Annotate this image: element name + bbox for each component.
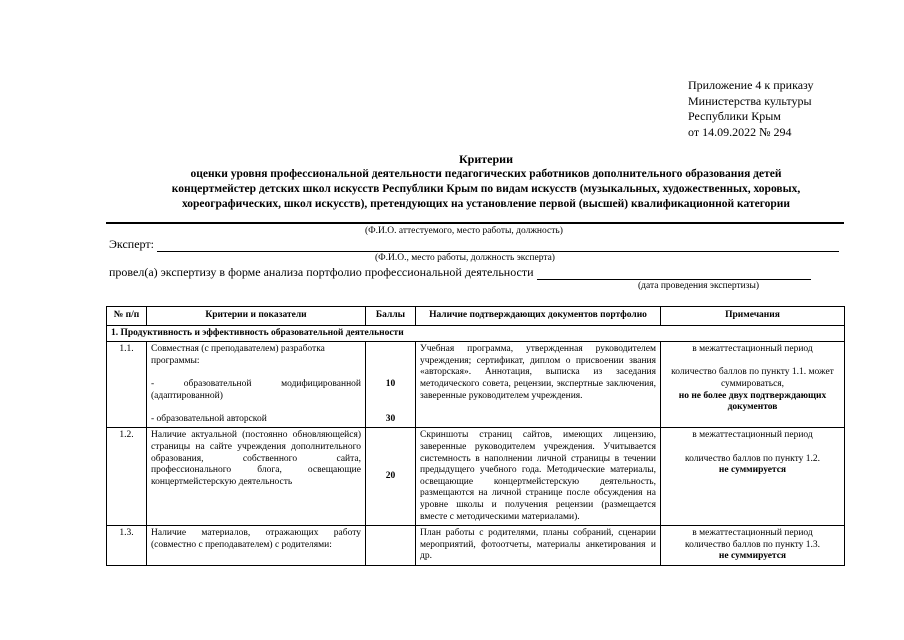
row-docs: Учебная программа, утвержденная руководителем учреждения; сертификат, диплом о присвоении звания «авторская». Аннотация, выписка из заседания методического совета, рецензии, экспертные заключения, заверенные руководителем учреждения. (416, 342, 661, 428)
points-option-1: 10 (385, 378, 396, 389)
row-notes (661, 526, 845, 566)
criteria-option-2: - образовательной авторской (151, 413, 267, 424)
expert-label: Эксперт: (109, 237, 154, 251)
table-row (107, 428, 845, 526)
table-row (107, 342, 845, 428)
note-sum: количество баллов по пункту 1.3. (685, 539, 820, 550)
expert-caption: (Ф.И.О., место работы, должность эксперта) (375, 253, 555, 263)
table-row (107, 526, 845, 566)
annex-block (688, 78, 814, 140)
note-limit: не суммируется (718, 551, 787, 562)
criteria-intro: Совместная (с преподавателем) разработка программы: (151, 344, 325, 366)
title-heading: Критерии (458, 152, 513, 166)
attested-name-line (106, 222, 844, 224)
annex-line-3: Республики Крым (688, 109, 781, 123)
title-line-2: концертмейстер детских школ искусств Республики Крым по видам искусств (музыкальных, художественных, хоровых, (171, 183, 801, 195)
note-period: в межаттестационный период (692, 344, 813, 355)
date-caption: (дата проведения экспертизы) (638, 281, 760, 291)
note-sum: количество баллов по пункту 1.2. (685, 453, 820, 464)
title-line-1: оценки уровня профессиональной деятельности педагогических работников дополнительного образования детей (190, 168, 782, 180)
section-title: 1. Продуктивность и эффективность образовательной деятельности (107, 325, 845, 342)
note-period: в межаттестационный период (692, 528, 813, 539)
review-label: провел(а) экспертизу в форме анализа портфолио профессиональной деятельности (109, 265, 534, 279)
section-row (107, 325, 845, 342)
header-points: Баллы (366, 307, 416, 326)
row-notes (661, 428, 845, 526)
header-num: № п/п (107, 307, 147, 326)
note-limit: но не более двух подтверждающих документов (678, 390, 827, 413)
row-notes (661, 342, 845, 428)
row-docs: Скриншоты страниц сайтов, имеющих лицензию, заверенные руководителем учреждения. Учитывается системность в наполнении личной страницы в течении предыдущего учебного года. Методические материалы, освещающие концертмейстерскую деятельность, размещаются на личной странице после обсуждения на уровне школы и получения рецензии (размещается вместе с методическими материалами). (416, 428, 661, 526)
row-points (366, 342, 416, 428)
header-criteria: Критерии и показатели (147, 307, 366, 326)
note-period: в межаттестационный период (692, 430, 813, 441)
row-num: 1.1. (107, 342, 147, 428)
annex-line-4: от 14.09.2022 № 294 (688, 124, 792, 139)
header-docs: Наличие подтверждающих документов портфолио (416, 307, 661, 326)
points-option-2: 30 (385, 413, 396, 424)
review-row (109, 265, 811, 280)
annex-line-1: Приложение 4 к приказу (688, 78, 814, 92)
row-docs: План работы с родителями, планы собраний, сценарии мероприятий, фотоотчеты, материалы анкетирования и др. (416, 526, 661, 566)
row-points (366, 428, 416, 526)
table-header-row (107, 307, 845, 326)
criteria-table (106, 306, 845, 566)
row-num: 1.2. (107, 428, 147, 526)
annex-line-2: Министерства культуры (688, 93, 812, 108)
attested-caption: (Ф.И.О. аттестуемого, место работы, должность) (365, 226, 563, 236)
expert-field-line (157, 240, 839, 252)
row-criteria: Наличие актуальной (постоянно обновляющейся) страницы на сайте учреждения дополнительного образования, собственного сайта, профессионального блога, освещающие концертмейстерскую деятельность (147, 428, 366, 526)
row-points (366, 526, 416, 566)
criteria-option-1: - образовательной модифицированной (адаптированной) (151, 378, 361, 401)
row-num: 1.3. (107, 526, 147, 566)
points-value: 20 (385, 470, 396, 481)
title-line-3: хореографических, школ искусств), претендующих на установление первой (высшей) квалификационной категории (181, 198, 791, 210)
document-title (100, 152, 872, 212)
header-notes: Примечания (661, 307, 845, 326)
row-criteria: Наличие материалов, отражающих работу (совместно с преподавателем) с родителями: (147, 526, 366, 566)
expert-row (109, 237, 839, 252)
note-limit: не суммируется (718, 465, 787, 476)
review-date-line (537, 268, 811, 280)
row-criteria (147, 342, 366, 428)
note-sum: количество баллов по пункту 1.1. может суммироваться, (671, 367, 834, 389)
